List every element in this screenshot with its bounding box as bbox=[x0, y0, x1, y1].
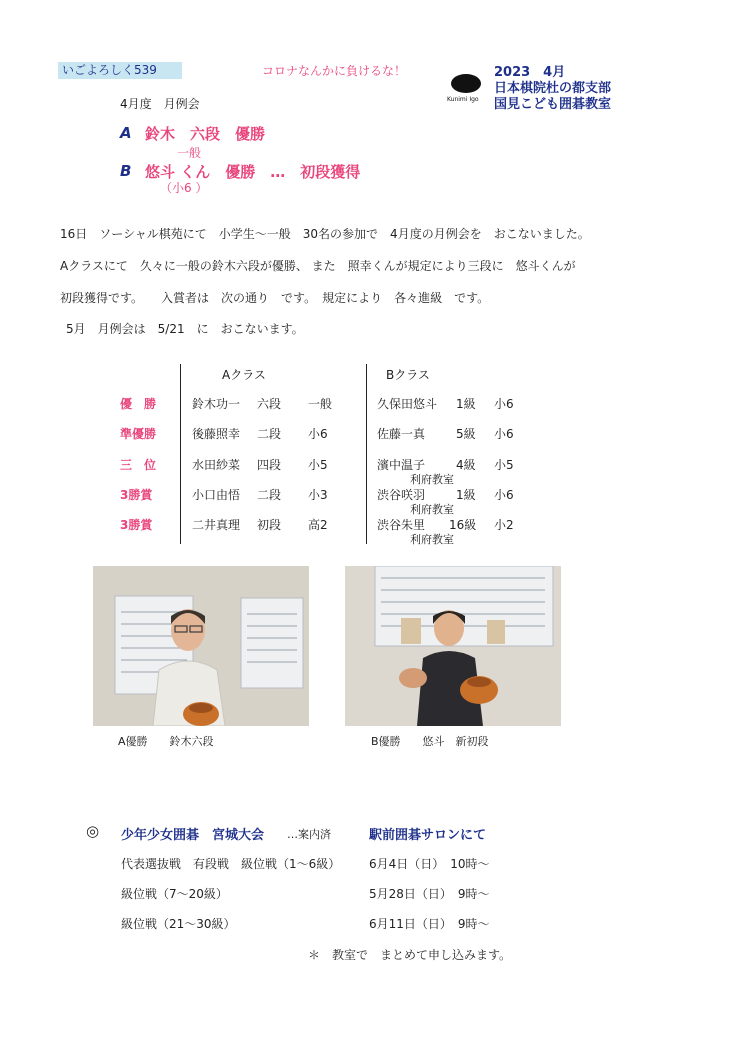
slogan: コロナなんかに負けるな！ bbox=[262, 64, 407, 78]
meeting-title: 4月度 月例会 bbox=[120, 97, 200, 111]
school-name: 国見こども囲碁教室 bbox=[494, 97, 612, 112]
class-a-sub: 一般 bbox=[177, 146, 202, 160]
bullet-icon: ◎ bbox=[86, 822, 100, 840]
tournament-venue: 駅前囲碁サロンにて bbox=[369, 828, 487, 843]
a-player-dan: 四段 bbox=[257, 458, 282, 472]
go-stone-logo-icon bbox=[451, 74, 481, 93]
class-a-result: 鈴木 六段 優勝 bbox=[145, 125, 266, 143]
a-player-name: 鈴木功一 bbox=[192, 397, 241, 411]
issue-date: 2023 4月 bbox=[494, 65, 566, 80]
b-player-grade: 小6 bbox=[494, 488, 514, 502]
a-player-dan: 二段 bbox=[257, 488, 282, 502]
b-player-grade: 小5 bbox=[494, 458, 514, 472]
photo-a-winner bbox=[93, 566, 309, 726]
tournament-notice: …案内済 bbox=[287, 828, 331, 841]
a-player-dan: 初段 bbox=[257, 518, 282, 532]
schedule-label: 級位戦（7～20級） bbox=[121, 887, 228, 901]
class-a-letter: A bbox=[120, 124, 132, 142]
class-b-result: 悠斗 くん 優勝 … 初段獲得 bbox=[145, 163, 361, 181]
schedule-date: 6月4日（日） 10時～ bbox=[369, 857, 490, 871]
body-paragraph-3: 初段獲得です。 入賞者は 次の通り です。 規定により 各々進級 です。 bbox=[60, 291, 490, 305]
body-paragraph-2: Aクラスにて 久々に一般の鈴木六段が優勝、 また 照幸くんが規定により三段に 悠斗くんが bbox=[60, 259, 576, 273]
b-player-grade: 小6 bbox=[494, 397, 514, 411]
schedule-date: 6月11日（日） 9時～ bbox=[369, 917, 490, 931]
a-player-grade: 小6 bbox=[308, 427, 328, 441]
a-player-dan: 六段 bbox=[257, 397, 282, 411]
org-name: 日本棋院杜の都支部 bbox=[494, 81, 612, 96]
table-divider-left bbox=[180, 364, 181, 544]
a-player-name: 二井真理 bbox=[192, 518, 241, 532]
a-player-name: 水田紗菜 bbox=[192, 458, 241, 472]
rank-label: 3勝賞 bbox=[120, 488, 153, 502]
b-player-kyu: 4級 bbox=[456, 458, 476, 472]
b-player-kyu: 16級 bbox=[449, 518, 477, 532]
a-player-grade: 高2 bbox=[308, 518, 328, 532]
a-player-name: 小口由悟 bbox=[192, 488, 241, 502]
schedule-label: 級位戦（21～30級） bbox=[121, 917, 236, 931]
a-player-grade: 小3 bbox=[308, 488, 328, 502]
b-player-name: 濱中温子 bbox=[377, 458, 426, 472]
application-footnote: ＊ 教室で まとめて申し込みます。 bbox=[308, 948, 512, 962]
b-player-name: 渋谷咲羽 bbox=[377, 488, 426, 502]
b-player-name: 久保田悠斗 bbox=[377, 397, 438, 411]
table-divider-right bbox=[366, 364, 367, 544]
a-class-header: Aクラス bbox=[222, 368, 266, 382]
b-player-kyu: 1級 bbox=[456, 397, 476, 411]
b-class-header: Bクラス bbox=[386, 368, 430, 382]
body-paragraph-1: 16日 ソーシャル棋苑にて 小学生～一般 30名の参加で 4月度の月例会を おこないました。 bbox=[60, 227, 590, 241]
b-player-name: 佐藤一真 bbox=[377, 427, 426, 441]
a-player-dan: 二段 bbox=[257, 427, 282, 441]
a-player-name: 後藤照幸 bbox=[192, 427, 241, 441]
rank-label: 準優勝 bbox=[120, 427, 157, 441]
logo-text: Kunimi Igo bbox=[447, 96, 479, 103]
class-b-letter: B bbox=[120, 162, 132, 180]
photo-b-caption: B優勝 悠斗 新初段 bbox=[371, 735, 489, 748]
rank-label: 優 勝 bbox=[120, 397, 157, 411]
b-player-note: 利府教室 bbox=[410, 533, 454, 546]
series-tag: いごよろしく539 bbox=[58, 62, 182, 79]
b-player-kyu: 5級 bbox=[456, 427, 476, 441]
b-player-grade: 小6 bbox=[494, 427, 514, 441]
rank-label: 三 位 bbox=[120, 458, 157, 472]
b-player-note: 利府教室 bbox=[410, 473, 454, 486]
photo-a-caption: A優勝 鈴木六段 bbox=[118, 735, 214, 748]
a-player-grade: 一般 bbox=[308, 397, 333, 411]
a-player-grade: 小5 bbox=[308, 458, 328, 472]
schedule-date: 5月28日（日） 9時～ bbox=[369, 887, 490, 901]
tournament-title: 少年少女囲碁 宮城大会 bbox=[121, 828, 265, 843]
b-player-grade: 小2 bbox=[494, 518, 514, 532]
body-paragraph-4: 5月 月例会は 5/21 に おこないます。 bbox=[66, 322, 304, 336]
b-player-note: 利府教室 bbox=[410, 503, 454, 516]
photo-b-winner bbox=[345, 566, 561, 726]
b-player-kyu: 1級 bbox=[456, 488, 476, 502]
rank-label: 3勝賞 bbox=[120, 518, 153, 532]
b-player-name: 渋谷朱里 bbox=[377, 518, 426, 532]
class-b-sub: （小6 ） bbox=[160, 181, 208, 195]
schedule-label: 代表選抜戦 有段戦 級位戦（1～6級） bbox=[121, 857, 341, 871]
